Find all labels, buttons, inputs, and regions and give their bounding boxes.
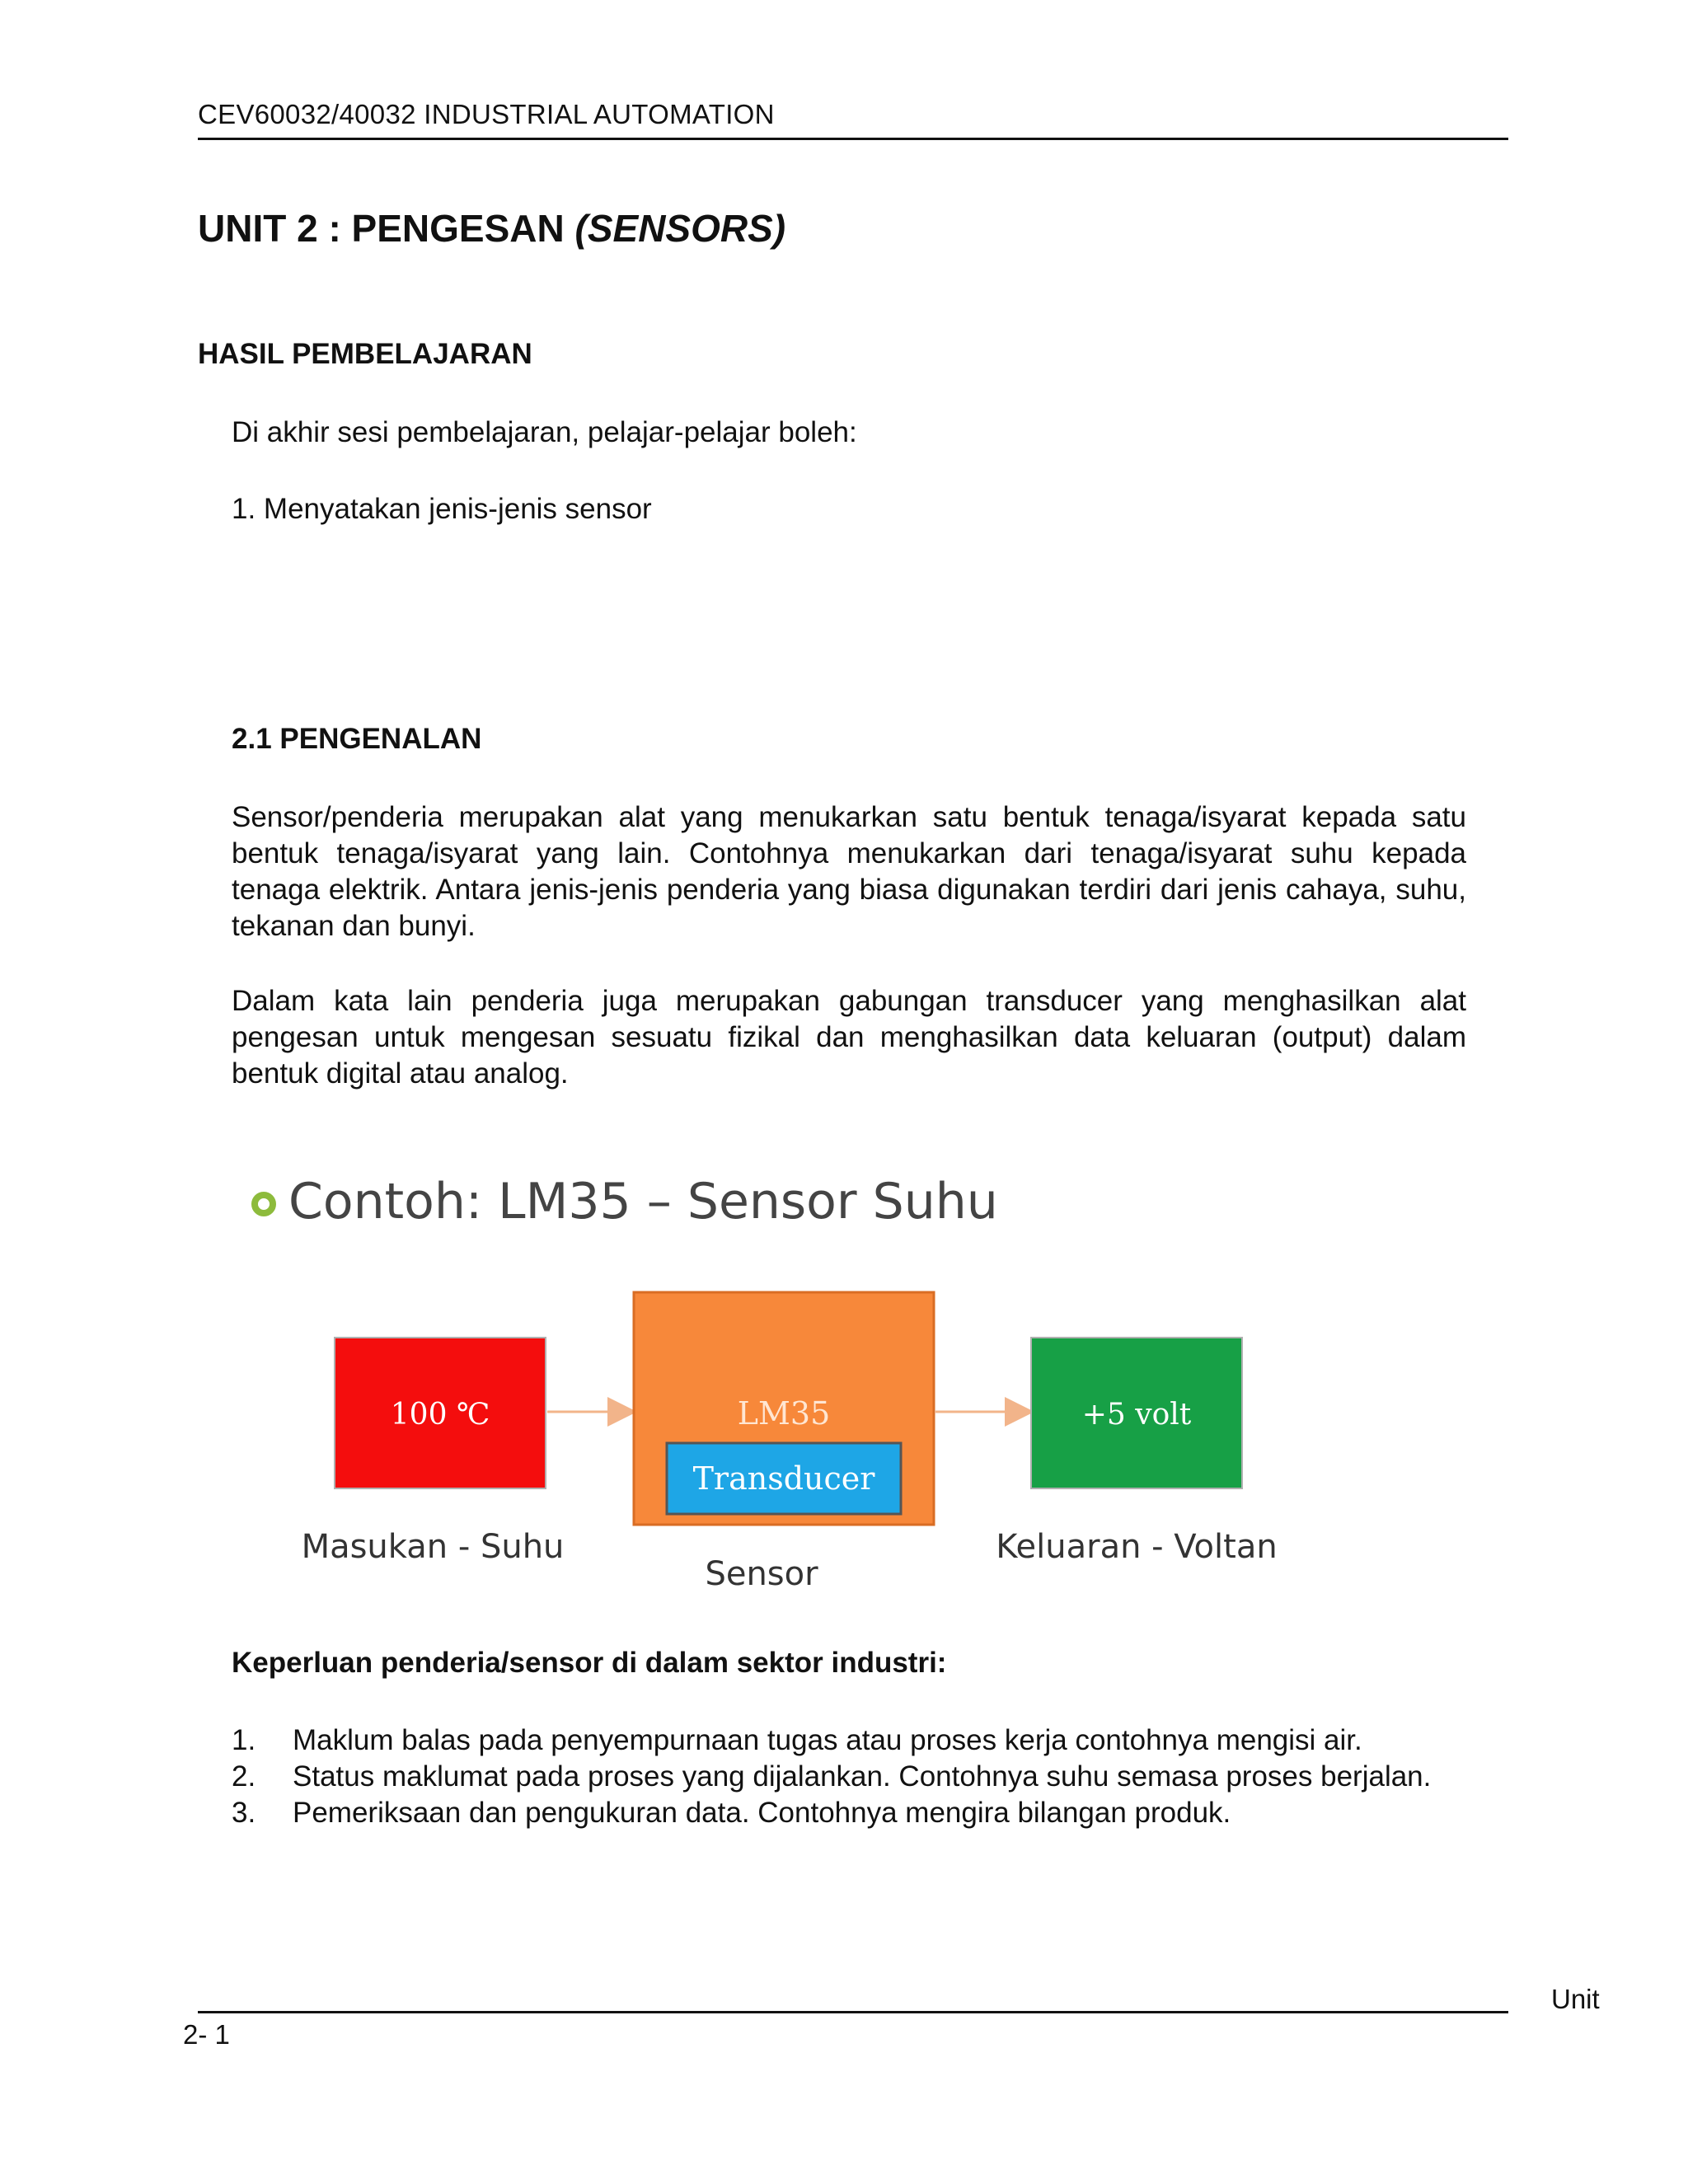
outcomes-intro: Di akhir sesi pembelajaran, pelajar-pelajar boleh:: [232, 416, 857, 448]
diagram-title: Contoh: LM35 – Sensor Suhu: [288, 1173, 998, 1230]
bullet-icon: [255, 1195, 273, 1213]
running-header: CEV60032/40032 INDUSTRIAL AUTOMATION: [198, 99, 775, 129]
footer-unit-label: Unit: [1551, 1984, 1600, 2014]
section-heading: 2.1 PENGENALAN: [232, 723, 482, 755]
list-item: [232, 1722, 1431, 1759]
unit-title-main: UNIT 2 : PENGESAN: [198, 207, 575, 250]
list-number: 2.: [232, 1760, 256, 1793]
footer-rule: [198, 2011, 1508, 2013]
header-rule: [198, 138, 1508, 140]
outcome-item: 1. Menyatakan jenis-jenis sensor: [232, 493, 652, 525]
intro-paragraph-2: Dalam kata lain penderia juga merupakan gabungan transducer yang menghasilkan alat pengesan untuk mengesan sesuatu fizikal dan menghasilkan data keluaran (output) dalam bentuk digital atau analog.: [232, 985, 1466, 1090]
transducer-label: Transducer: [692, 1460, 875, 1497]
page-number: 2- 1: [183, 2019, 230, 2050]
output-value: +5 volt: [1081, 1398, 1192, 1432]
list-item: [232, 1795, 1431, 1831]
list-number: 3.: [232, 1797, 256, 1829]
lm35-diagram-svg: [232, 1144, 1303, 1605]
unit-title-italic: (SENSORS): [574, 207, 786, 250]
sensor-name: LM35: [737, 1395, 831, 1432]
output-label: Keluaran - Voltan: [996, 1528, 1278, 1566]
needs-heading: Keperluan penderia/sensor di dalam sektor industri:: [232, 1647, 947, 1679]
sensor-label: Sensor: [705, 1555, 818, 1593]
outcomes-heading: HASIL PEMBELAJARAN: [198, 338, 532, 370]
lm35-diagram: [232, 1144, 1303, 1605]
input-value: 100 ℃: [390, 1398, 490, 1432]
needs-list: [232, 1722, 1431, 1831]
list-text: Pemeriksaan dan pengukuran data. Contohnya mengira bilangan produk.: [293, 1797, 1231, 1829]
list-item: [232, 1759, 1431, 1795]
list-number: 1.: [232, 1724, 256, 1756]
intro-paragraph-1: Sensor/penderia merupakan alat yang menukarkan satu bentuk tenaga/isyarat kepada satu bentuk tenaga/isyarat yang lain. Contohnya menukarkan dari tenaga/isyarat suhu kepada tenaga elektrik. Antara jenis-jenis penderia yang biasa digunakan terdiri dari jenis cahaya, suhu, tekanan dan bunyi.: [232, 801, 1466, 942]
input-label: Masukan - Suhu: [301, 1528, 565, 1566]
list-text: Status maklumat pada proses yang dijalankan. Contohnya suhu semasa proses berjalan.: [293, 1760, 1432, 1793]
unit-title: [198, 206, 785, 251]
list-text: Maklum balas pada penyempurnaan tugas atau proses kerja contohnya mengisi air.: [293, 1724, 1362, 1756]
